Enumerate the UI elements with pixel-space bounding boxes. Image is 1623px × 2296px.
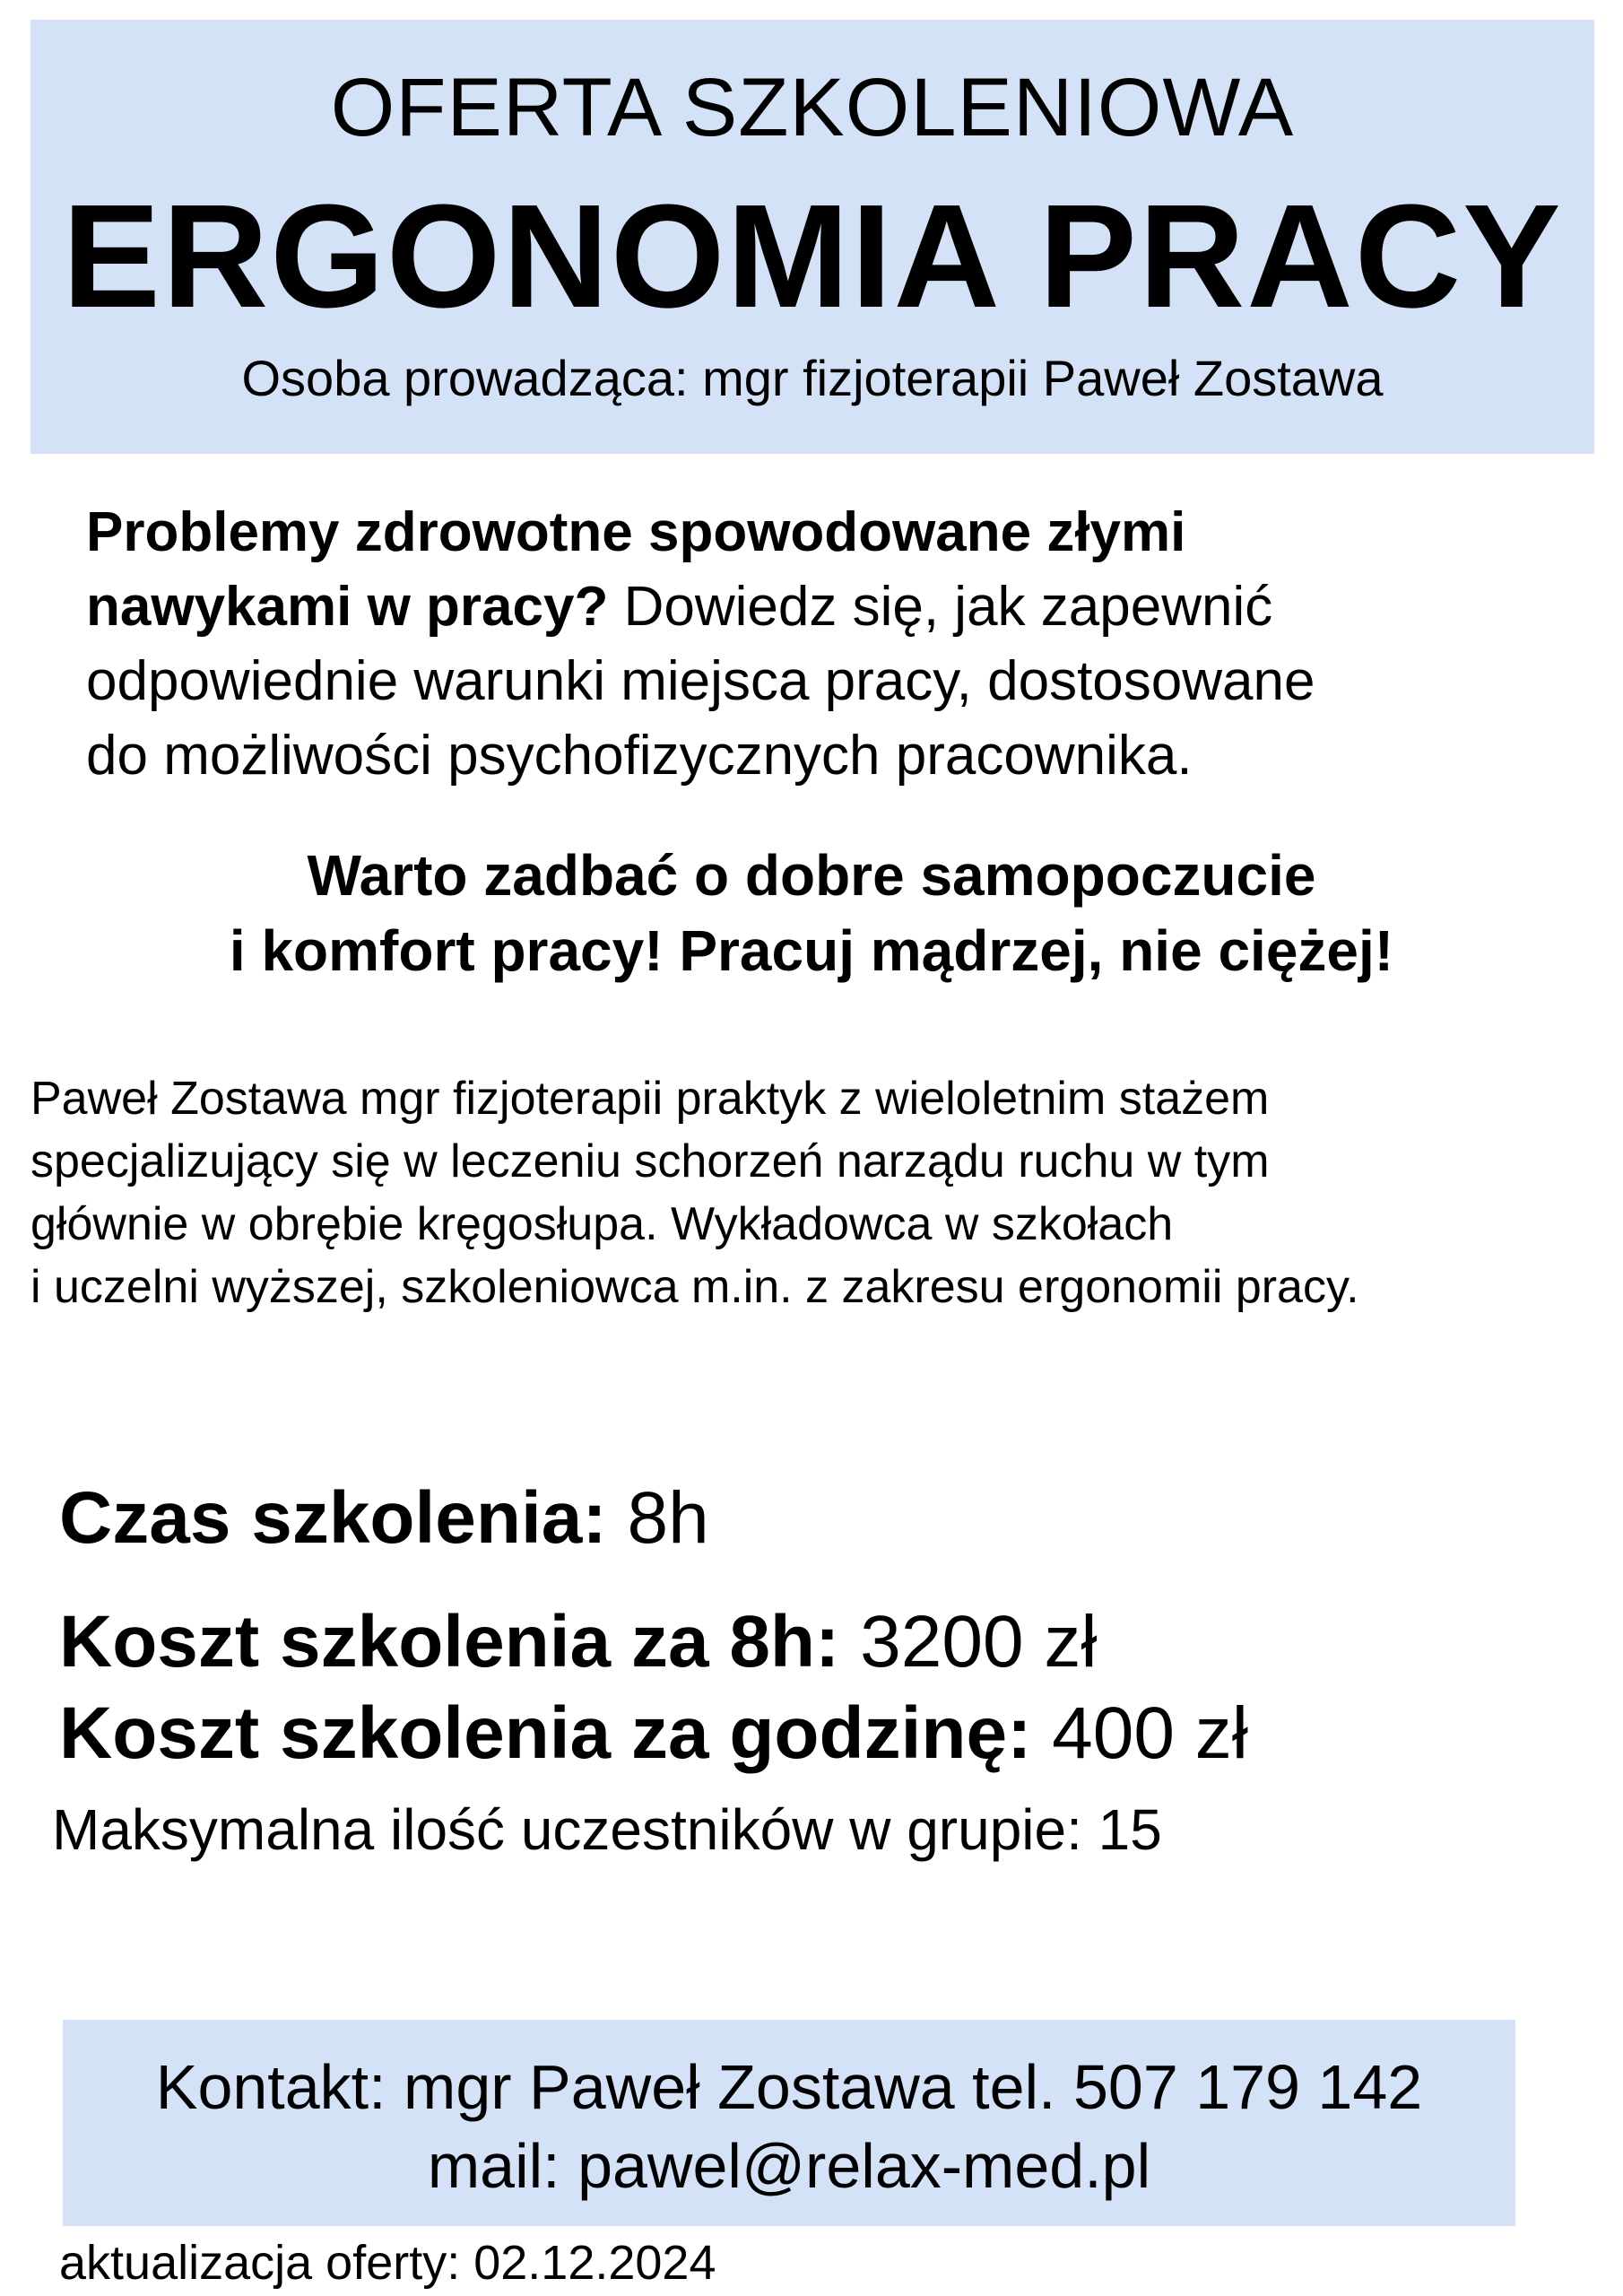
cost-hour-label: Koszt szkolenia za godzinę: (59, 1692, 1032, 1774)
bio-line-1: Paweł Zostawa mgr fizjoterapii praktyk z wieloletnim stażem (30, 1073, 1270, 1125)
duration-label: Czas szkolenia: (59, 1477, 607, 1559)
contact-phone-line: Kontakt: mgr Paweł Zostawa tel. 507 179 142 (155, 2052, 1423, 2122)
bio-line-3: głównie w obrębie kręgosłupa. Wykładowca w szkołach (30, 1198, 1174, 1250)
header-kicker: OFERTA SZKOLENIOWA (330, 62, 1295, 153)
intro-line-1 (86, 495, 1566, 570)
intro-bold-line-1: Problemy zdrowotne spowodowane złymi (86, 501, 1186, 563)
bio-line-4: i uczelni wyższej, szkoleniowca m.in. z zakresu ergonomii pracy. (30, 1261, 1359, 1313)
duration-value: 8h (606, 1477, 709, 1559)
duration-line (59, 1477, 709, 1559)
contact-box (63, 2020, 1515, 2226)
intro-line-3: odpowiednie warunki miejsca pracy, dostosowane (86, 650, 1315, 712)
cost-hour-value: 400 zł (1031, 1692, 1248, 1774)
slogan (0, 838, 1623, 988)
cost-total-line (59, 1601, 1098, 1683)
trainer-bio (30, 1067, 1609, 1318)
cost-total-label: Koszt szkolenia za 8h: (59, 1601, 840, 1683)
page-title: ERGONOMIA PRACY (62, 174, 1563, 338)
bio-line-2: specjalizujący się w leczeniu schorzeń narządu ruchu w tym (30, 1135, 1270, 1187)
slogan-line-2: i komfort pracy! Pracuj mądrzej, nie ciężej! (229, 918, 1394, 983)
cost-hour-line (59, 1692, 1248, 1774)
contact-mail-line: mail: pawel@relax-med.pl (427, 2131, 1151, 2201)
intro-rest-line-2: Dowiedz się, jak zapewnić (608, 576, 1273, 638)
header-trainer: Osoba prowadząca: mgr fizjoterapii Paweł Zostawa (241, 350, 1384, 406)
intro-line-2 (86, 570, 1566, 644)
intro-bold-line-2: nawykami w pracy? (86, 576, 609, 638)
header-box (30, 20, 1594, 454)
intro-paragraph (86, 495, 1566, 793)
max-participants: Maksymalna ilość uczestników w grupie: 15 (52, 1797, 1162, 1862)
slogan-line-1: Warto zadbać o dobre samopoczucie (307, 843, 1316, 908)
offer-update-date: aktualizacja oferty: 02.12.2024 (59, 2236, 716, 2290)
cost-total-value: 3200 zł (839, 1601, 1098, 1683)
intro-line-4: do możliwości psychofizycznych pracownika. (86, 725, 1193, 787)
